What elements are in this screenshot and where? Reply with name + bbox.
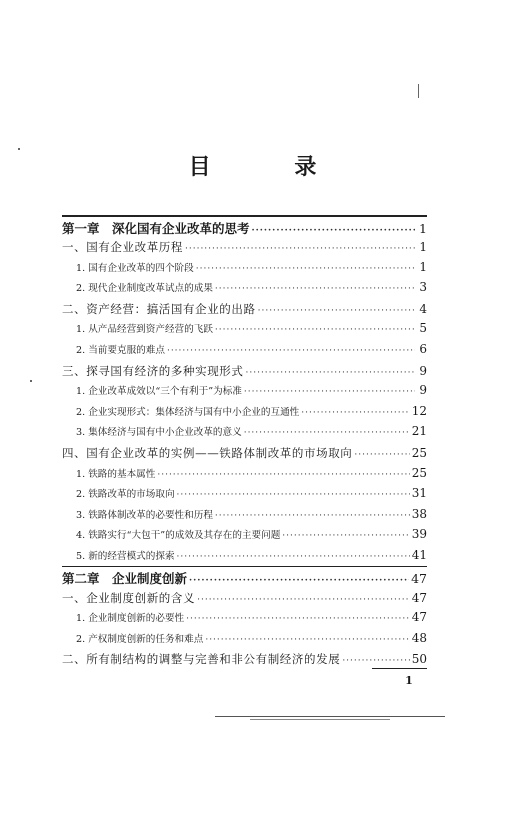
toc-item-row (62, 507, 427, 528)
dot-leader (205, 635, 409, 645)
toc-entry-label: 一、国有企业改革历程 (62, 240, 183, 255)
toc-entry-page: 4 (419, 301, 427, 316)
toc-entry-label: 3. 铁路体制改革的必要性和历程 (76, 509, 213, 521)
toc-section-row (62, 239, 427, 260)
toc-item-row (62, 342, 427, 363)
dot-leader (246, 368, 416, 378)
toc-entry-label: 第一章 深化国有企业改革的思考 (62, 220, 250, 236)
toc-item-row (62, 466, 427, 487)
toc-entry-label: 三、探寻国有经济的多种实现形式 (62, 363, 244, 378)
toc-entry-label: 第二章 企业制度创新 (62, 571, 188, 587)
toc-entry-label: 2. 铁路改革的市场取向 (76, 489, 175, 501)
toc-entry-page: 25 (411, 446, 427, 461)
toc-section-row (62, 445, 427, 466)
toc-entry-label: 1. 从产品经营到资产经营的飞跃 (76, 324, 213, 336)
dot-leader (215, 511, 410, 521)
toc-entry-page: 47 (411, 571, 427, 587)
toc-entry-page: 31 (411, 486, 427, 501)
dot-leader (215, 325, 415, 335)
chapter-rule (62, 566, 427, 568)
dot-leader (244, 387, 415, 397)
toc-item-row (62, 321, 427, 342)
toc-entry-page: 9 (419, 363, 427, 378)
dot-leader (301, 408, 409, 418)
toc-section-row (62, 363, 427, 384)
toc-entry-page: 39 (411, 527, 427, 542)
toc-entry-label: 4. 铁路实行“大包干”的成效及其存在的主要问题 (76, 530, 281, 542)
dot-leader (157, 470, 409, 480)
page-number: 1 (405, 674, 413, 687)
toc-entry-page: 38 (411, 506, 427, 521)
toc-item-row (62, 383, 427, 404)
toc-entry-label: 1. 铁路的基本属性 (76, 468, 156, 480)
toc-entry-label: 3. 集体经济与国有中小企业改革的意义 (76, 427, 242, 439)
toc-chapter-row (62, 219, 427, 240)
dot-leader (196, 264, 415, 274)
toc-entry-page: 5 (419, 321, 427, 336)
toc-entry-label: 1. 国有企业改革的四个阶段 (76, 262, 194, 274)
dot-leader (354, 450, 409, 460)
toc-entry-page: 41 (411, 548, 427, 562)
toc-entry-page: 1 (419, 240, 427, 255)
toc-item-row (62, 610, 427, 631)
toc-entry-page: 3 (419, 280, 427, 295)
folio-rule (372, 668, 427, 669)
dot-leader (252, 226, 415, 236)
bottom-rule-shadow (250, 719, 390, 720)
toc-item-row (62, 527, 427, 548)
toc-entry-page: 9 (419, 383, 427, 398)
dot-leader (177, 490, 410, 500)
chapter-rule (62, 215, 427, 217)
toc-entry-label: 2. 当前要克服的难点 (76, 345, 165, 357)
dot-leader (186, 614, 410, 624)
toc-section-row (62, 301, 427, 322)
toc-item-row (62, 280, 427, 301)
scan-speck (30, 380, 32, 382)
toc-entry-page: 12 (411, 403, 427, 418)
dot-leader (282, 531, 409, 541)
toc-entry-page: 48 (411, 630, 427, 645)
toc-entry-label: 5. 新的经营模式的探索 (76, 551, 175, 562)
toc-entry-page: 50 (411, 652, 427, 667)
toc-entry-label: 二、资产经营：搞活国有企业的出路 (62, 301, 256, 316)
toc-section-row (62, 590, 427, 611)
toc-item-row (62, 404, 427, 425)
dot-leader (167, 346, 415, 356)
toc-entry-page: 1 (419, 259, 427, 274)
dot-leader (197, 595, 410, 605)
toc-item-row (62, 631, 427, 652)
toc-item-row (62, 486, 427, 507)
toc-entry-label: 一、企业制度创新的含义 (62, 590, 196, 605)
dot-leader (258, 306, 415, 316)
toc-entry-label: 2. 产权制度创新的任务和难点 (76, 633, 204, 645)
dot-leader (185, 244, 415, 254)
toc-entry-label: 1. 企业改革成效以“三个有利于”为标准 (76, 386, 242, 398)
scan-speck (18, 148, 20, 150)
dot-leader (177, 552, 410, 562)
toc-entry-page: 47 (411, 610, 427, 625)
toc-entry-page: 6 (419, 342, 427, 357)
table-of-contents (62, 218, 427, 672)
toc-entry-page: 25 (411, 465, 427, 480)
scan-mark (418, 84, 419, 98)
bottom-rule (215, 716, 445, 717)
toc-entry-label: 2. 企业实现形式：集体经济与国有中小企业的互通性 (76, 406, 300, 418)
page-title: 目 录 (188, 154, 355, 180)
toc-chapter-row (62, 569, 427, 590)
toc-entry-label: 四、国有企业改革的实例——铁路体制改革的市场取向 (62, 446, 353, 461)
toc-entry-label: 1. 企业制度创新的必要性 (76, 613, 185, 625)
toc-entry-page: 21 (411, 424, 427, 439)
dot-leader (215, 284, 415, 294)
dot-leader (244, 428, 410, 438)
toc-item-row (62, 424, 427, 445)
toc-entry-label: 二、所有制结构的调整与完善和非公有制经济的发展 (62, 652, 341, 667)
toc-entry-label: 2. 现代企业制度改革试点的成果 (76, 283, 213, 295)
toc-item-row (62, 260, 427, 281)
dot-leader (189, 576, 409, 586)
toc-entry-page: 47 (411, 590, 427, 605)
toc-entry-page: 1 (419, 220, 427, 236)
dot-leader (342, 656, 409, 666)
